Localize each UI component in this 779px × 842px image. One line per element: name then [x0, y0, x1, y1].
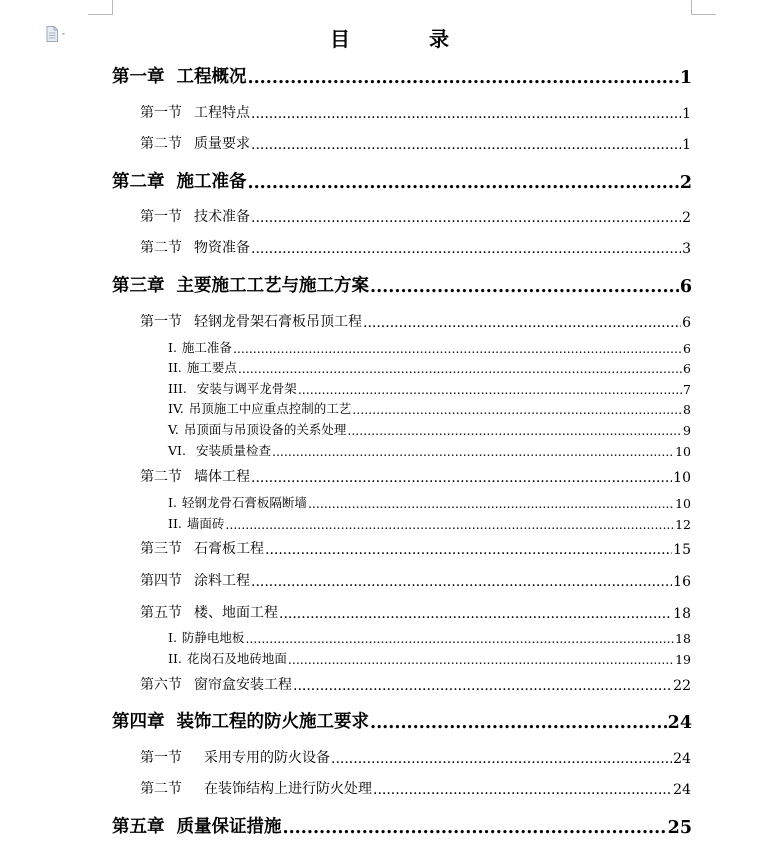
subsection-title: 安装质量检查 [195, 443, 271, 458]
page-number: 1 [682, 106, 691, 122]
page-number: 2 [682, 210, 691, 226]
subsection-number: V. [168, 422, 179, 437]
section-title: 质量要求 [194, 136, 250, 152]
section-title: 窗帘盒安装工程 [194, 677, 292, 693]
dot-leader [272, 444, 674, 459]
toc-entry-section[interactable] [140, 675, 691, 694]
page-number: 19 [675, 652, 691, 667]
dot-leader [233, 341, 682, 356]
subsection-title: 防静电地板 [181, 630, 245, 645]
subsection-number: I. [168, 340, 177, 355]
subsection-number: I. [168, 630, 177, 645]
section-number: 第一节 [140, 105, 182, 121]
toc-entry-chapter[interactable] [112, 64, 692, 88]
dot-leader [251, 470, 672, 486]
page-number: 8 [683, 402, 691, 417]
toc-entry-section[interactable] [140, 134, 691, 153]
dot-leader [352, 402, 682, 417]
subsection-title: 安装与调平龙骨架 [196, 381, 297, 396]
toc-entry-chapter[interactable] [112, 273, 692, 297]
toc-entry-subsection[interactable] [168, 359, 691, 376]
page-title: 目 录 [330, 27, 485, 51]
toc-entry-chapter[interactable] [112, 814, 692, 838]
dot-leader [347, 423, 682, 438]
dot-leader [251, 137, 681, 153]
toc-entry-section[interactable] [140, 748, 691, 767]
page-number: 24 [667, 713, 692, 733]
page-number: 6 [683, 341, 691, 356]
dot-leader [251, 106, 681, 122]
dot-leader [251, 241, 681, 257]
dot-leader [225, 517, 674, 532]
dot-leader [370, 277, 679, 297]
toc-entry-subsection[interactable] [168, 380, 691, 397]
toc-entry-subsection[interactable] [168, 400, 691, 417]
chapter-title: 主要施工工艺与施工方案 [176, 276, 369, 296]
toc-entry-chapter[interactable] [112, 709, 692, 733]
section-number: 第二节 [140, 136, 182, 152]
toc-entry-subsection[interactable] [168, 494, 691, 511]
page-number: 16 [673, 574, 691, 590]
page-number: 15 [673, 542, 691, 558]
toc-entry-section[interactable] [140, 207, 691, 226]
section-title: 工程特点 [194, 105, 250, 121]
subsection-title: 吊顶施工中应重点控制的工艺 [188, 401, 352, 416]
dot-leader [251, 574, 672, 590]
subsection-title: 施工准备 [181, 340, 232, 355]
section-title: 涂料工程 [194, 573, 250, 589]
section-title: 石膏板工程 [194, 541, 264, 557]
section-number: 第六节 [140, 677, 182, 693]
section-number: 第五节 [140, 605, 182, 621]
section-title: 物资准备 [194, 240, 250, 256]
chapter-title: 装饰工程的防火施工要求 [176, 712, 369, 732]
subsection-number: II. [168, 651, 182, 666]
subsection-title: 墙面砖 [186, 516, 225, 531]
section-number: 第二节 [140, 240, 182, 256]
chapter-number: 第一章 [112, 67, 165, 87]
page-number: 24 [673, 751, 691, 767]
page-number: 25 [667, 818, 692, 838]
dot-leader [245, 631, 674, 646]
dot-leader [251, 210, 681, 226]
section-title: 墙体工程 [194, 469, 250, 485]
section-title: 楼、地面工程 [194, 605, 278, 621]
section-title: 采用专用的防火设备 [204, 750, 330, 766]
page-number: 1 [679, 68, 692, 88]
page-number: 6 [682, 315, 691, 331]
toc-entry-chapter[interactable] [112, 169, 692, 193]
dot-leader [293, 678, 672, 694]
page-number: 10 [675, 444, 691, 459]
toc-entry-section[interactable] [140, 312, 691, 331]
subsection-title: 轻钢龙骨石膏板隔断墙 [181, 495, 307, 510]
page-number: 10 [675, 496, 691, 511]
page-number: 12 [675, 517, 691, 532]
subsection-title: 花岗石及地砖地面 [186, 651, 287, 666]
dot-leader [238, 361, 682, 376]
section-number: 第三节 [140, 541, 182, 557]
toc-entry-section[interactable] [140, 467, 691, 486]
dot-leader [279, 606, 672, 622]
section-number: 第一节 [140, 750, 182, 766]
subsection-number: II. [168, 360, 182, 375]
dot-leader [331, 751, 672, 767]
dot-leader [265, 542, 672, 558]
chapter-number: 第四章 [112, 712, 165, 732]
toc-entry-subsection[interactable] [168, 650, 691, 667]
toc-entry-section[interactable] [140, 603, 691, 622]
toc-entry-section[interactable] [140, 539, 691, 558]
section-number: 第四节 [140, 573, 182, 589]
chapter-title: 质量保证措施 [176, 817, 282, 837]
chapter-number: 第五章 [112, 817, 165, 837]
toc-entry-section[interactable] [140, 238, 691, 257]
dot-leader [288, 652, 674, 667]
chapter-number: 第二章 [112, 172, 165, 192]
page-number: 3 [682, 241, 691, 257]
chapter-title: 工程概况 [176, 67, 247, 87]
toc-entry-subsection[interactable] [168, 339, 691, 356]
subsection-number: II. [168, 516, 182, 531]
chapter-number: 第三章 [112, 276, 165, 296]
page-number: 7 [683, 382, 691, 397]
section-number: 第一节 [140, 209, 182, 225]
dot-leader [248, 173, 679, 193]
page-number: 10 [673, 470, 691, 486]
subsection-number: IV. [168, 401, 184, 416]
page-number: 22 [673, 678, 691, 694]
section-title: 轻钢龙骨架石膏板吊顶工程 [194, 314, 362, 330]
page-number: 18 [675, 631, 691, 646]
subsection-title: 施工要点 [186, 360, 237, 375]
subsection-number: VI. [168, 443, 186, 458]
dot-leader [308, 496, 674, 511]
chapter-title: 施工准备 [176, 172, 247, 192]
page-number: 2 [679, 173, 692, 193]
toc-entry-subsection[interactable] [168, 515, 691, 532]
page-number: 1 [682, 137, 691, 153]
dot-leader [248, 68, 679, 88]
section-number: 第一节 [140, 314, 182, 330]
dot-leader [363, 315, 681, 331]
dot-leader [373, 782, 672, 798]
subsection-number: III. [168, 381, 187, 396]
toc-entry-section[interactable] [140, 571, 691, 590]
toc-entry-subsection[interactable] [168, 421, 691, 438]
page-number: 9 [683, 423, 691, 438]
toc-entry-subsection[interactable] [168, 442, 691, 459]
dot-leader [283, 818, 667, 838]
dot-leader [370, 713, 667, 733]
dot-leader [298, 382, 682, 397]
toc-entry-subsection[interactable] [168, 629, 691, 646]
page-number: 6 [683, 361, 691, 376]
subsection-number: I. [168, 495, 177, 510]
toc-entry-section[interactable] [140, 779, 691, 798]
subsection-title: 吊顶面与吊顶设备的关系处理 [183, 422, 347, 437]
toc-entry-section[interactable] [140, 103, 691, 122]
section-title: 在装饰结构上进行防火处理 [204, 781, 372, 797]
page-number: 18 [673, 606, 691, 622]
section-title: 技术准备 [194, 209, 250, 225]
section-number: 第二节 [140, 781, 182, 797]
page-number: 24 [673, 782, 691, 798]
section-number: 第二节 [140, 469, 182, 485]
page-number: 6 [679, 277, 692, 297]
